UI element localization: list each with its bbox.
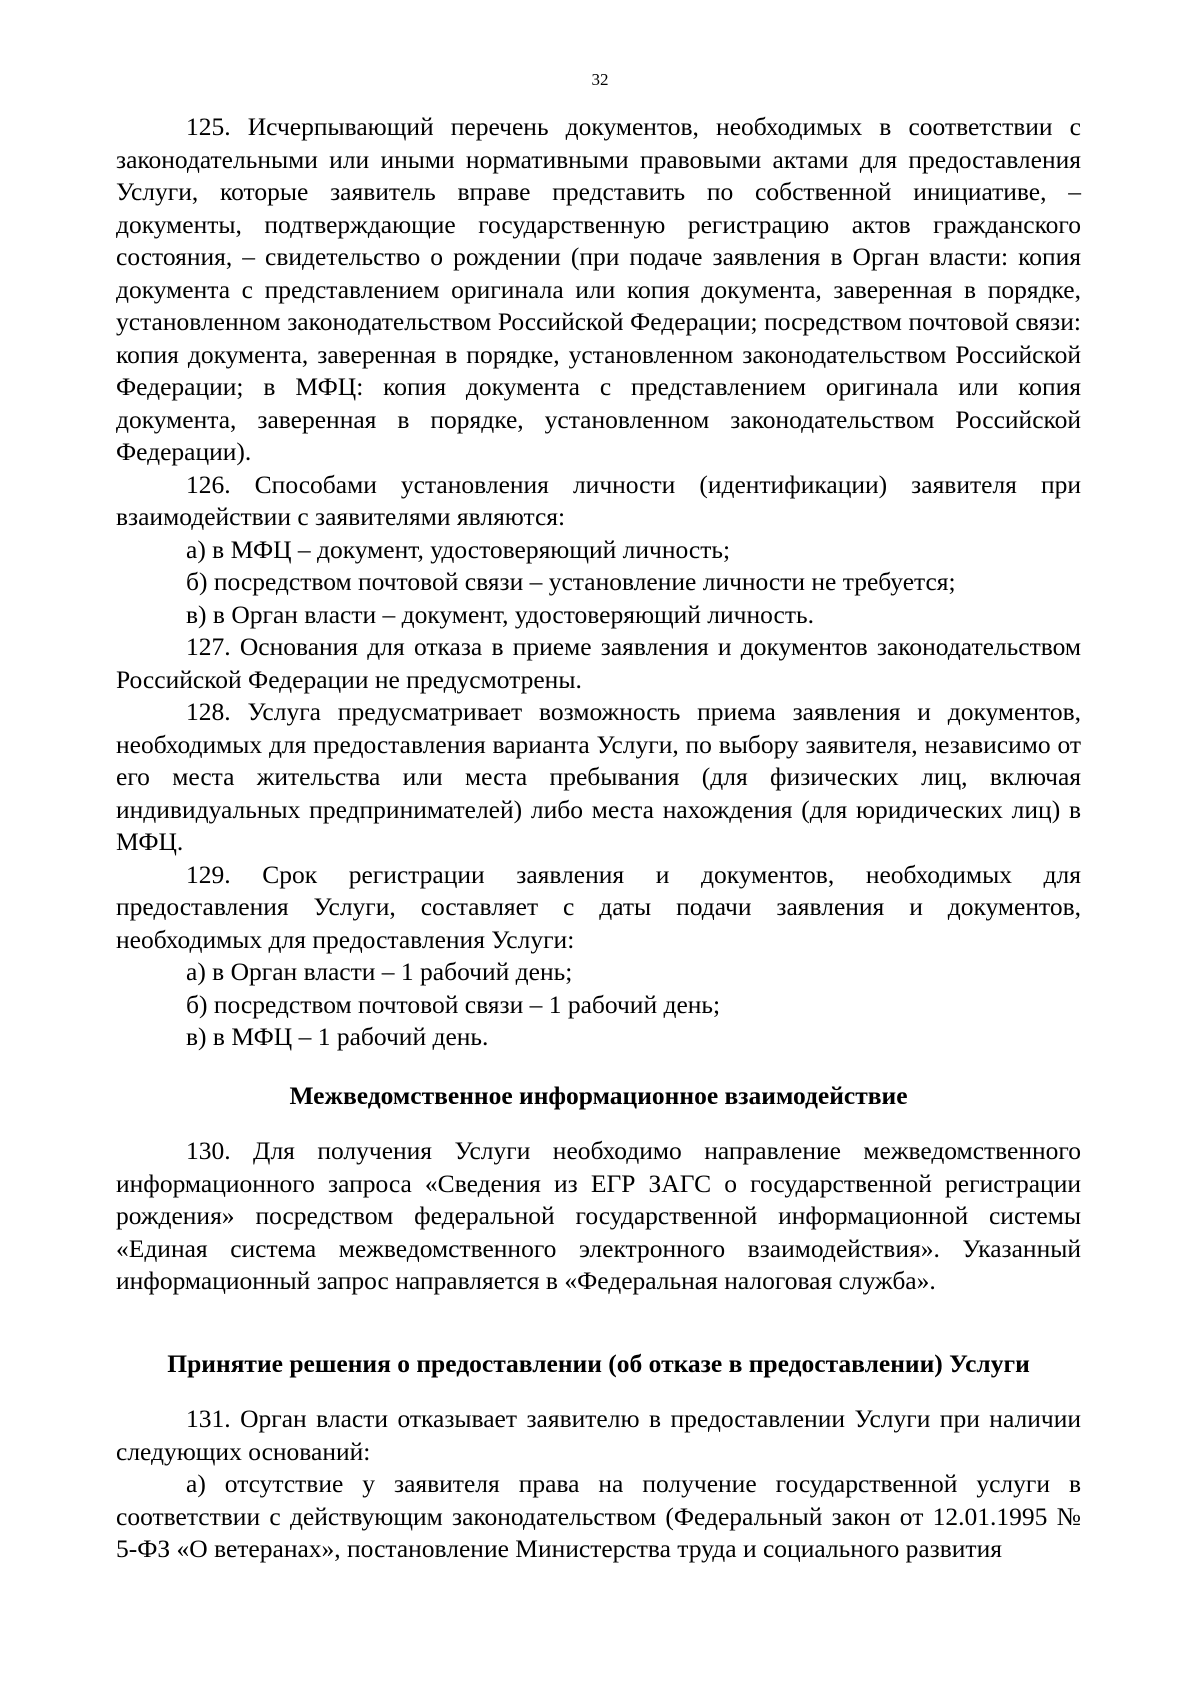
paragraph-130: 130. Для получения Услуги необходимо направление межведомственного информационного запроса «Сведения из ЕГР ЗАГС о государственной регистрации рождения» посредством федеральной государственной информационной системы «Единая система межведомственного электронного взаимодействия». Указанный информационный запрос направляется в «Федеральная налоговая служба». xyxy=(116,1136,1081,1295)
paragraph-126: 126. Способами установления личности (идентификации) заявителя при взаимодействии с заявителями являются: xyxy=(116,469,1081,531)
paragraph-125: 125. Исчерпывающий перечень документов, необходимых в соответствии с законодательными или иными нормативными правовыми актами для предоставления Услуги, которые заявитель вправе представить по собственной инициативе, – документы, подтверждающие государственную регистрацию актов гражданского состояния, – свидетельство о рождении (при подаче заявления в Орган власти: копия документа с представлением оригинала или копия документа, заверенная в порядке, установленном законодательством Российской Федерации; посредством почтовой связи: копия документа, заверенная в порядке, установленном законодательством Российской Федерации; в МФЦ: копия документа с представлением оригинала или копия документа, заверенная в порядке, установленном законодательством Российской Федерации). xyxy=(116,112,1081,466)
paragraph-126-a: а) в МФЦ – документ, удостоверяющий личность; xyxy=(186,534,731,564)
section-heading-decision: Принятие решения о предоставлении (об отказе в предоставлении) Услуги xyxy=(167,1348,1030,1378)
paragraph-131-a: а) отсутствие у заявителя права на получение государственной услуги в соответствии с действующим законодательством (Федеральный закон от 12.01.1995 № 5-ФЗ «О ветеранах», постановление Министерства труда и социального развития xyxy=(116,1469,1081,1563)
paragraph-129-a: а) в Орган власти – 1 рабочий день; xyxy=(186,957,573,986)
paragraph-129-c: в) в МФЦ – 1 рабочий день. xyxy=(186,1022,489,1051)
paragraph-127: 127. Основания для отказа в приеме заявления и документов законодательством Российской Федерации не предусмотрены. xyxy=(116,632,1081,694)
page-number: 32 xyxy=(591,70,609,89)
paragraph-129: 129. Срок регистрации заявления и документов, необходимых для предоставления Услуги, составляет с даты подачи заявления и документов, необходимых для предоставления Услуги: xyxy=(116,859,1081,954)
spacer xyxy=(116,1054,1081,1080)
spacer xyxy=(116,1298,1081,1348)
paragraph-129-b: б) посредством почтовой связи – 1 рабочий день; xyxy=(186,989,721,1019)
paragraph-126-c: в) в Орган власти – документ, удостоверяющий личность. xyxy=(186,599,814,629)
paragraph-128: 128. Услуга предусматривает возможность приема заявления и документов, необходимых для предоставления варианта Услуги, по выбору заявителя, независимо от его места жительства или места пребывания (для физических лиц, включая индивидуальных предпринимателей) либо места нахождения (для юридических лиц) в МФЦ. xyxy=(116,697,1081,856)
paragraph-131: 131. Орган власти отказывает заявителю в предоставлении Услуги при наличии следующих оснований: xyxy=(116,1404,1081,1466)
section-heading-interagency: Межведомственное информационное взаимодействие xyxy=(289,1080,908,1110)
paragraph-126-b: б) посредством почтовой связи – установление личности не требуется; xyxy=(186,567,956,596)
document-body xyxy=(116,111,1081,1566)
spacer xyxy=(116,1112,1081,1135)
spacer xyxy=(116,1380,1081,1403)
